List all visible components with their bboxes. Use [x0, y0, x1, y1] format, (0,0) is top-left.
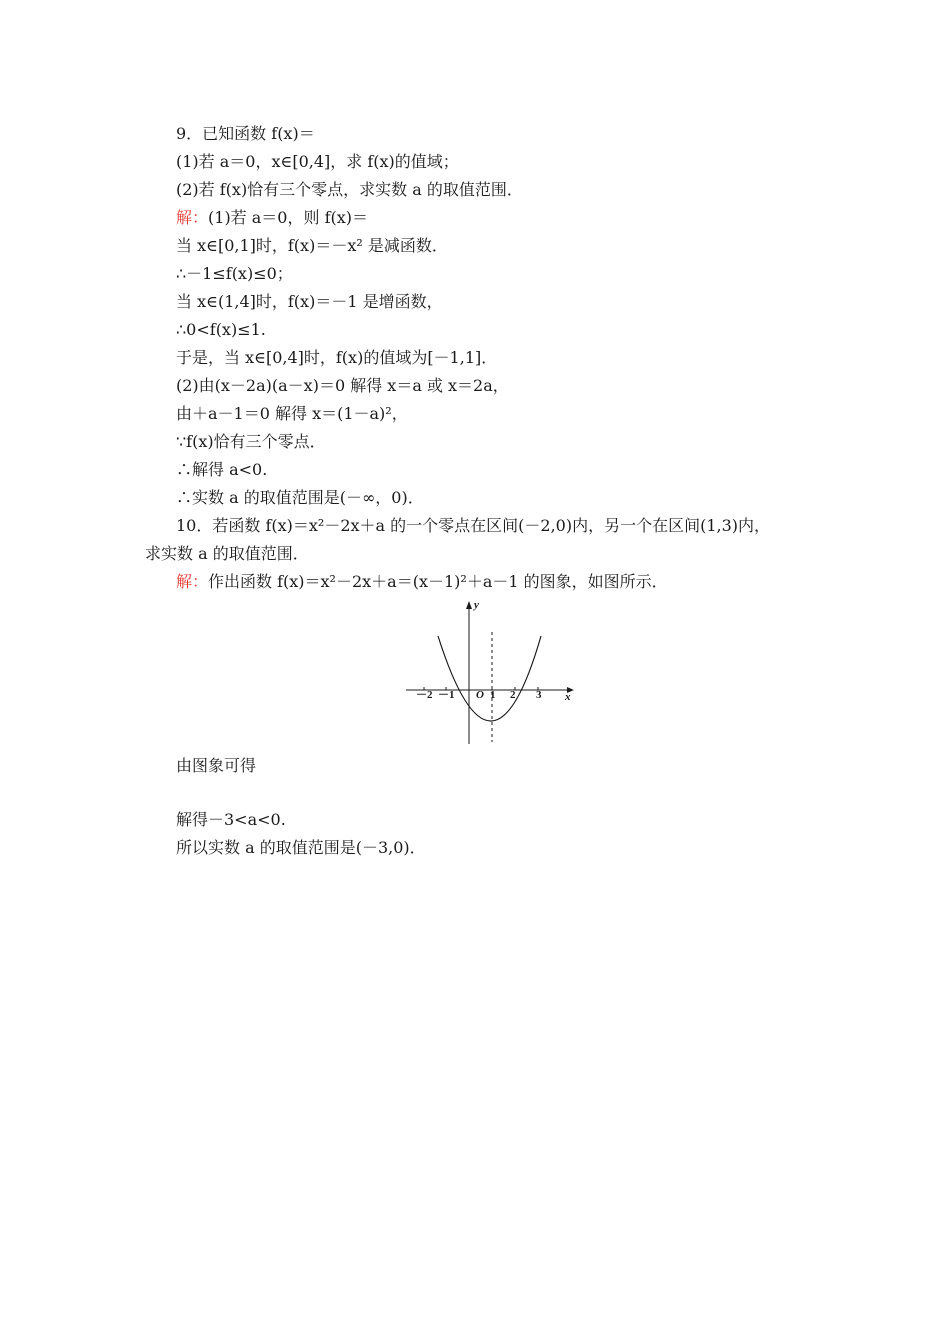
origin-label: O	[476, 689, 484, 701]
solution-10-line-4: 所以实数 a 的取值范围是(－3,0)．	[176, 838, 426, 857]
solution-9-line-9: ∵f(x)恰有三个零点．	[176, 432, 326, 451]
problem-9-statement: 9．已知函数 f(x)＝	[176, 124, 315, 143]
tick-label-minus-2: －2	[416, 689, 433, 701]
solution-9-line-5: ∴0<f(x)≤1.	[176, 320, 266, 339]
solution-10-line-1	[176, 572, 668, 592]
solution-label: 解：	[176, 572, 209, 591]
problem-9-part-2: (2)若 f(x)恰有三个零点，求实数 a 的取值范围．	[176, 180, 523, 199]
solution-9-line-6: 于是，当 x∈[0,4]时，f(x)的值域为[－1,1]．	[176, 348, 498, 367]
problem-9-part-1: (1)若 a＝0，x∈[0,4]，求 f(x)的值域；	[176, 152, 459, 171]
solution-label: 解：	[176, 208, 209, 227]
solution-9-line-3: ∴－1≤f(x)≤0；	[176, 264, 293, 283]
solution-9-line-1	[176, 208, 368, 228]
solution-9-line-8: 由＋a－1＝0 解得 x＝(1－a)²，	[176, 404, 408, 423]
parabola-graph	[404, 598, 584, 744]
tick-label-2: 2	[510, 689, 516, 701]
solution-9-text: (1)若 a＝0，则 f(x)＝	[208, 208, 369, 227]
tick-label-3: 3	[536, 689, 542, 701]
solution-9-line-10: ∴解得 a<0.	[176, 460, 268, 479]
solution-10-line-3: 解得－3<a<0.	[176, 810, 286, 829]
problem-10-statement: 10．若函数 f(x)＝x²－2x＋a 的一个零点在区间(－2,0)内，另一个在区间(1,3)内，	[176, 516, 771, 535]
solution-9-line-4: 当 x∈(1,4]时，f(x)＝－1 是增函数，	[176, 292, 443, 311]
tick-label-1: 1	[490, 689, 496, 701]
solution-9-line-11: ∴实数 a 的取值范围是(－∞，0)．	[176, 488, 424, 507]
tick-label-minus-1: －1	[438, 689, 455, 701]
y-axis-label: y	[474, 599, 479, 611]
solution-9-line-7: (2)由(x－2a)(a－x)＝0 解得 x＝a 或 x＝2a，	[176, 376, 509, 395]
x-axis-label: x	[565, 691, 571, 703]
solution-10-line-2: 由图象可得	[176, 756, 257, 775]
parabola-curve	[438, 636, 541, 721]
solution-10-text: 作出函数 f(x)＝x²－2x＋a＝(x－1)²＋a－1 的图象，如图所示．	[208, 572, 668, 591]
y-axis-arrow	[466, 601, 472, 609]
problem-10-statement-cont: 求实数 a 的取值范围．	[145, 544, 309, 563]
solution-9-line-2: 当 x∈[0,1]时，f(x)＝－x² 是减函数．	[176, 236, 448, 255]
